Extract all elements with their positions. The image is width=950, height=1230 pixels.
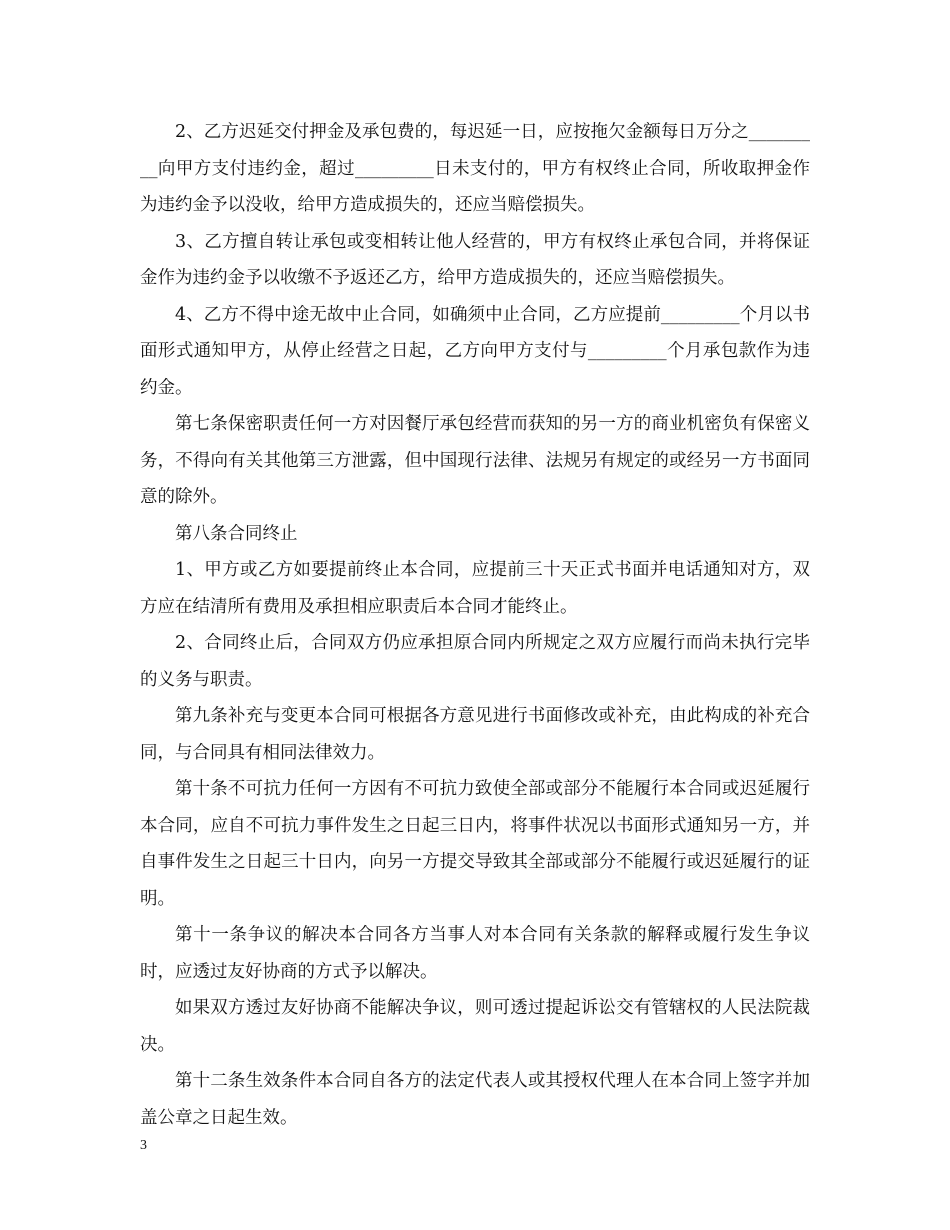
document-body [140,114,810,1136]
paragraph-late-payment: 2、乙方迟延交付押金及承包费的，每迟延一日，应按拖欠金额每日万分之_________向甲方支付违约金，超过_________日未支付的，甲方有权终止合同，所收取押金作为违约金予以没收，给甲方造成损失的，还应当赔偿损失。 [140,122,810,215]
paragraph-article-8-heading: 第八条合同终止 [175,523,298,544]
paragraph-post-termination-duties: 2、合同终止后，合同双方仍应承担原合同内所规定之双方应履行而尚未执行完毕的义务与职责。 [140,633,810,690]
paragraph-termination-notice: 1、甲方或乙方如要提前终止本合同，应提前三十天正式书面并电话通知对方，双方应在结清所有费用及承担相应职责后本合同才能终止。 [140,560,810,617]
paragraph-article-11-disputes: 第十一条争议的解决本合同各方当事人对本合同有关条款的解释或履行发生争议时，应透过友好协商的方式予以解决。 [140,925,810,982]
paragraph-article-7-confidentiality: 第七条保密职责任何一方对因餐厅承包经营而获知的另一方的商业机密负有保密义务，不得向有关其他第三方泄露，但中国现行法律、法规另有规定的或经另一方书面同意的除外。 [140,414,810,507]
paragraph-article-9-amendment: 第九条补充与变更本合同可根据各方意见进行书面修改或补充，由此构成的补充合同，与合同具有相同法律效力。 [140,706,810,763]
paragraph-article-10-force-majeure: 第十条不可抗力任何一方因有不可抗力致使全部或部分不能履行本合同或迟延履行本合同，应自不可抗力事件发生之日起三日内，将事件状况以书面形式通知另一方，并自事件发生之日起三十日内，向另一方提交导致其全部或部分不能履行或迟延履行的证明。 [140,779,810,909]
paragraph-article-12-effectiveness: 第十二条生效条件本合同自各方的法定代表人或其授权代理人在本合同上签字并加盖公章之日起生效。 [140,1071,810,1128]
paragraph-early-termination-penalty: 4、乙方不得中途无故中止合同，如确须中止合同，乙方应提前_________个月以书面形式通知甲方，从停止经营之日起，乙方向甲方支付与_________个月承包款作为违约金。 [140,304,810,398]
paragraph-unauthorized-transfer: 3、乙方擅自转让承包或变相转让他人经营的，甲方有权终止承包合同，并将保证金作为违约金予以收缴不予返还乙方，给甲方造成损失的，还应当赔偿损失。 [140,231,810,288]
paragraph-litigation: 如果双方透过友好协商不能解决争议，则可透过提起诉讼交有管辖权的人民法院裁决。 [140,998,810,1055]
page-number: 3 [140,1138,147,1153]
